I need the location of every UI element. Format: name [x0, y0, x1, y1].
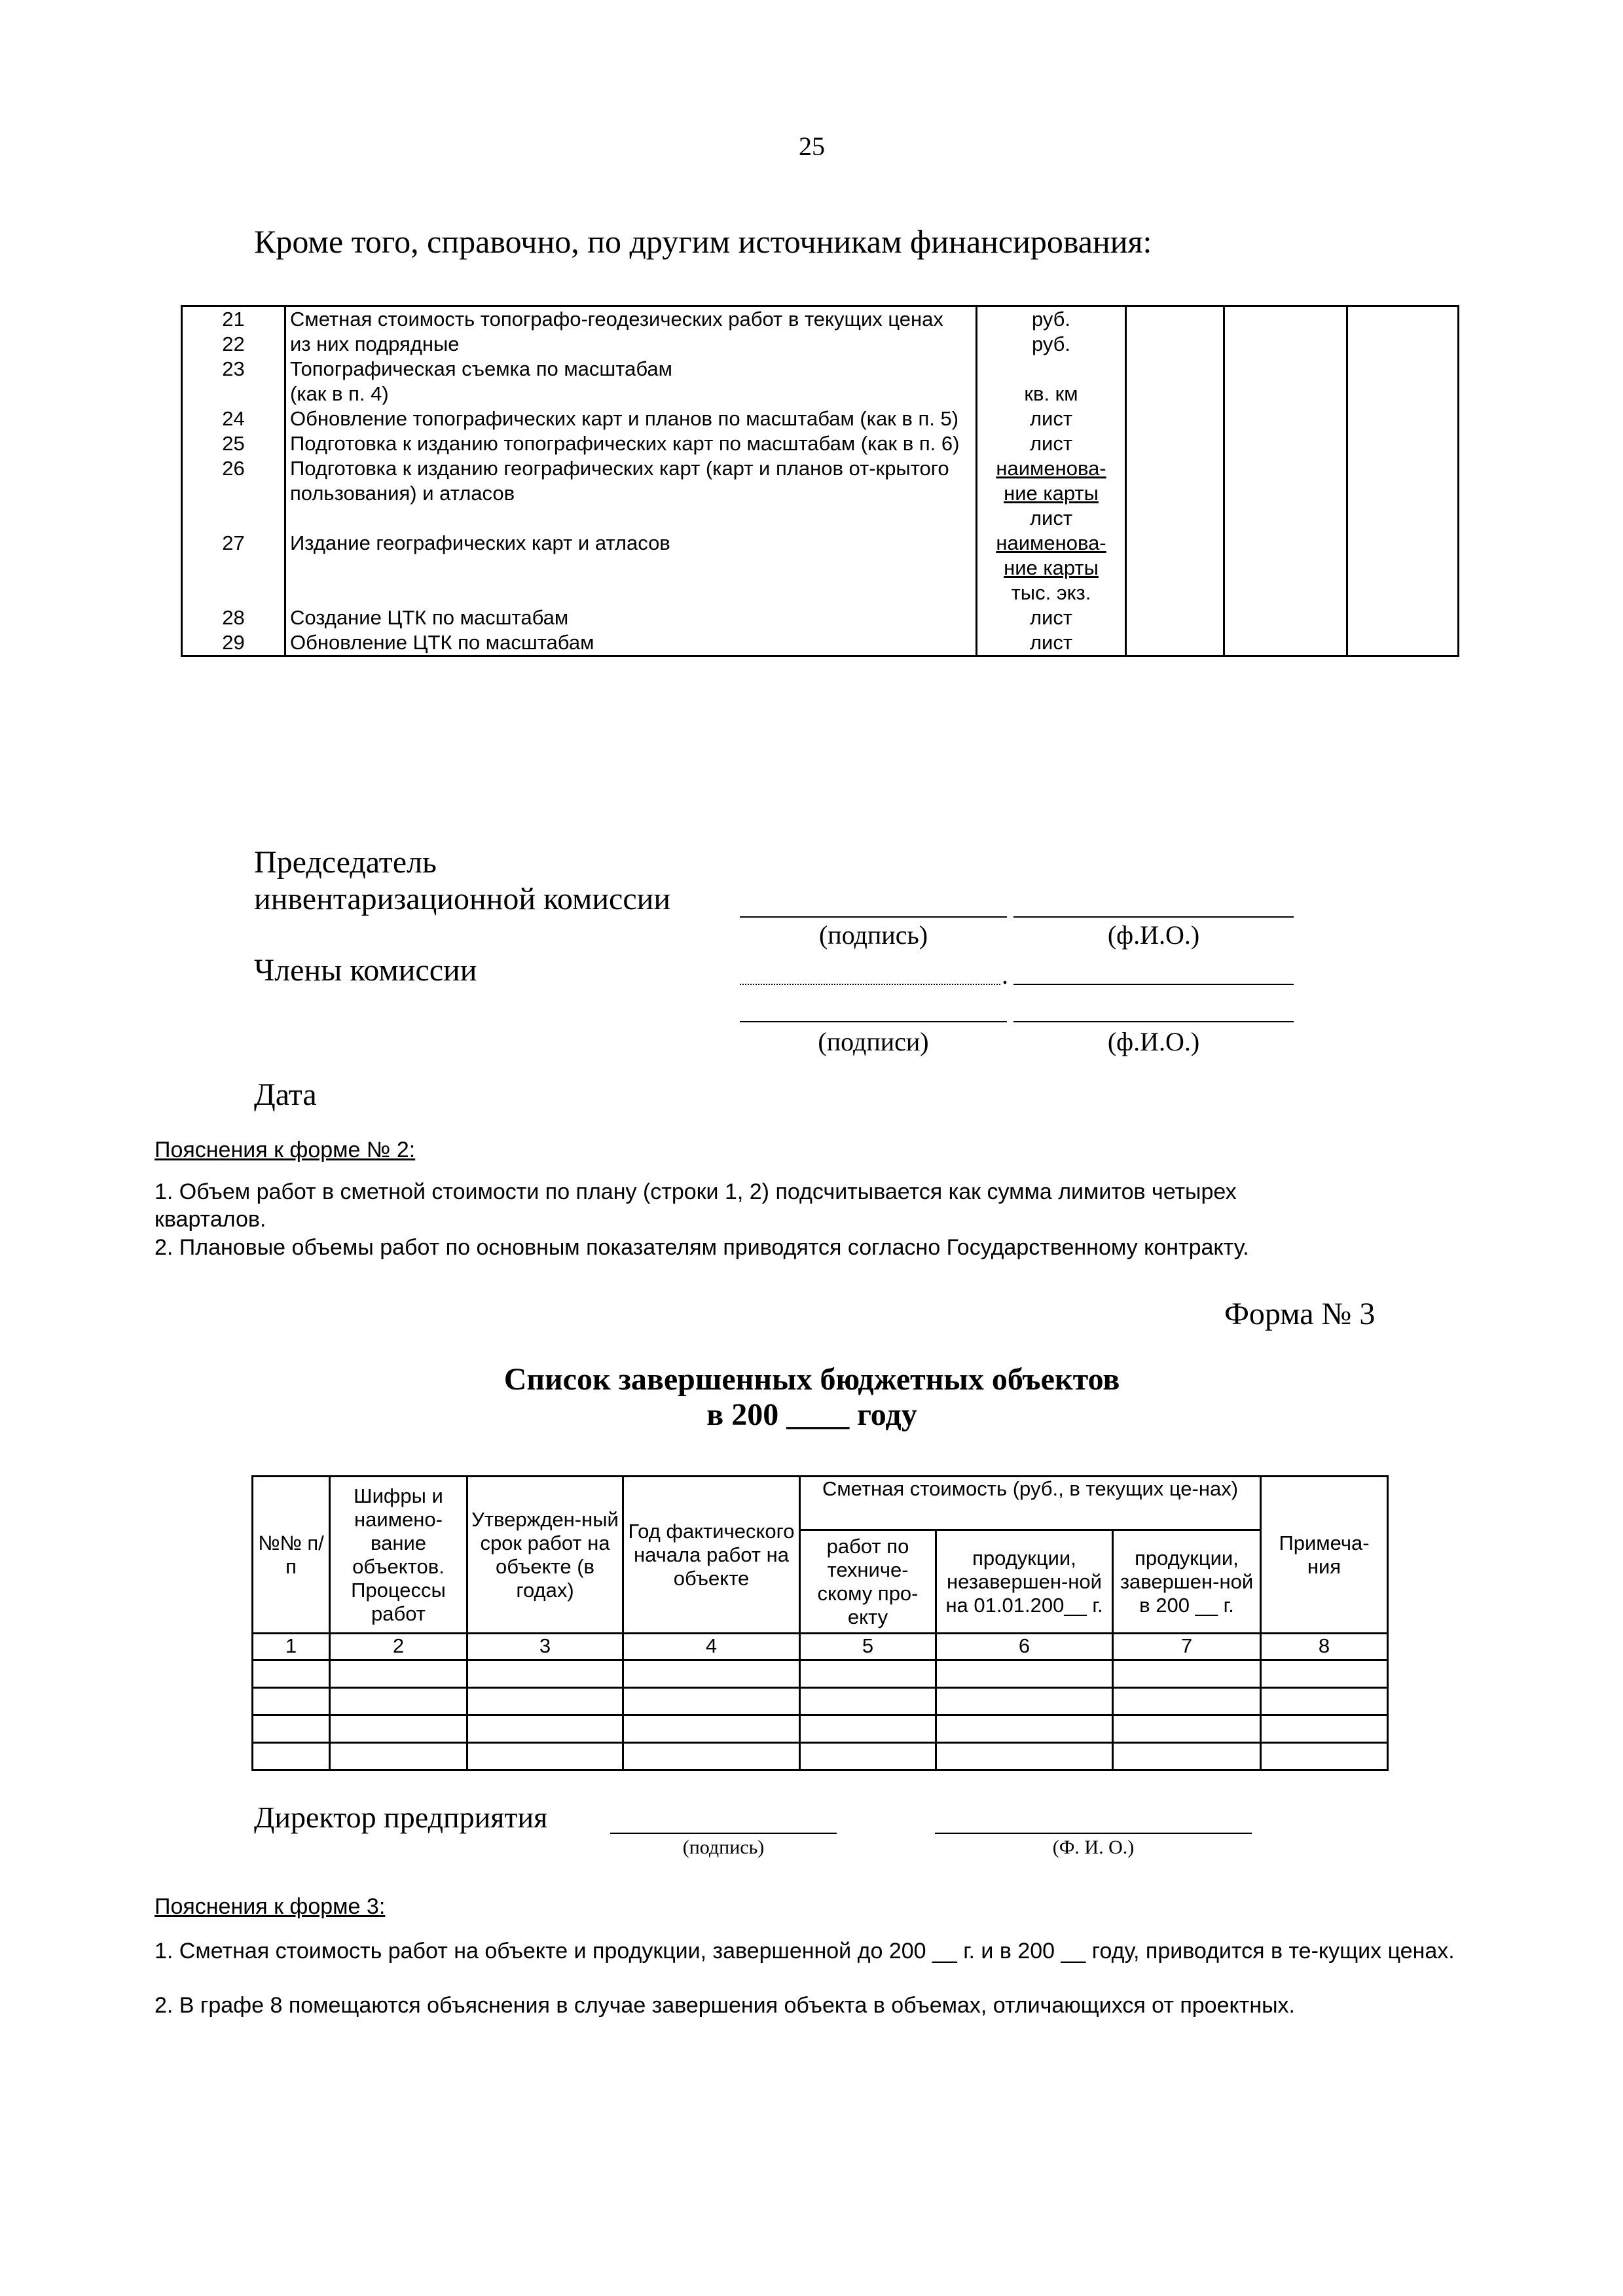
director-fio-line — [935, 1833, 1252, 1834]
row-unit: лист — [977, 605, 1126, 630]
notes2-title: Пояснения к форме № 2: — [155, 1138, 416, 1162]
members-fio-line — [1013, 984, 1294, 985]
row-value-cell — [1347, 431, 1459, 456]
chair-signature-caption: (подпись) — [818, 920, 928, 950]
row-value-cell — [1126, 431, 1224, 456]
row-unit: руб. — [977, 306, 1126, 332]
notes3-title: Пояснения к форме 3: — [155, 1894, 386, 1919]
row-value-cell — [1224, 382, 1347, 406]
table-row — [182, 581, 1459, 605]
members-signature-caption: (подписи) — [818, 1027, 929, 1056]
row-number: 25 — [182, 431, 285, 456]
column-numbers-row — [253, 1634, 1388, 1660]
row-value-cell — [1126, 630, 1224, 656]
row-value-cell — [1224, 431, 1347, 456]
row-value-cell — [1126, 306, 1224, 332]
column-number: 6 — [936, 1634, 1113, 1660]
members-dot: . — [1002, 960, 1008, 990]
row-number: 22 — [182, 332, 285, 357]
table-row — [182, 306, 1459, 332]
row-value-cell — [1224, 581, 1347, 605]
column-number: 2 — [330, 1634, 467, 1660]
row-number: 23 — [182, 357, 285, 382]
table-row — [253, 1688, 1388, 1715]
members-signature-line-2 — [740, 1021, 1007, 1022]
chair-label-line2: инвентаризационной комиссии — [254, 882, 671, 916]
header-codes: Шифры и наимено-вание объектов. Процессы работ — [330, 1477, 467, 1634]
row-value-cell — [1347, 506, 1459, 531]
row-number — [182, 382, 285, 406]
row-unit: лист — [977, 630, 1126, 656]
members-label: Члены комиссии — [254, 953, 477, 988]
row-value-cell — [1224, 456, 1347, 506]
row-value-cell — [1126, 456, 1224, 506]
form3-title-line2: в 200 ____ году — [706, 1397, 917, 1432]
header-start-year: Год фактического начала работ на объекте — [623, 1477, 800, 1634]
row-value-cell — [1126, 531, 1224, 581]
director-signature-line — [610, 1833, 837, 1834]
row-indicator: (как в п. 4) — [285, 382, 977, 406]
row-value-cell — [1347, 382, 1459, 406]
row-unit: наименова-ние карты — [977, 531, 1126, 581]
row-number — [182, 506, 285, 531]
row-indicator: Создание ЦТК по масштабам — [285, 605, 977, 630]
notes2-item-2: 2. Плановые объемы работ по основным показателям приводятся согласно Государственному контракту. — [155, 1235, 1249, 1260]
row-number: 27 — [182, 531, 285, 581]
row-indicator — [285, 581, 977, 605]
header-term: Утвержден-ный срок работ на объекте (в годах) — [467, 1477, 623, 1634]
row-value-cell — [1224, 332, 1347, 357]
table-row — [253, 1715, 1388, 1743]
table-row — [182, 456, 1459, 506]
row-unit: наименова-ние карты — [977, 456, 1126, 506]
row-value-cell — [1126, 406, 1224, 431]
notes3-item-2: 2. В графе 8 помещаются объяснения в случае завершения объекта в объемах, отличающихся от проектных. — [155, 1993, 1295, 2018]
table-row — [253, 1743, 1388, 1770]
row-indicator: из них подрядные — [285, 332, 977, 357]
members-fio-line-2 — [1013, 1021, 1294, 1022]
row-value-cell — [1224, 306, 1347, 332]
row-value-cell — [1347, 531, 1459, 581]
form3-title-line1: Список завершенных бюджетных объектов — [503, 1362, 1120, 1397]
row-unit — [977, 357, 1126, 382]
column-number: 4 — [623, 1634, 800, 1660]
row-value-cell — [1347, 332, 1459, 357]
row-indicator — [285, 506, 977, 531]
header-project-cost: работ по техниче-скому про-екту — [800, 1530, 936, 1634]
table-row — [182, 382, 1459, 406]
form3-label: Форма № 3 — [1224, 1297, 1376, 1331]
table-row — [182, 531, 1459, 581]
row-number: 26 — [182, 456, 285, 506]
header-unfinished: продукции, незавершен-ной на 01.01.200__ г. — [936, 1530, 1113, 1634]
row-value-cell — [1126, 605, 1224, 630]
row-unit: тыс. экз. — [977, 581, 1126, 605]
row-indicator: Подготовка к изданию географических карт (карт и планов от-крытого пользования) и атласов — [285, 456, 977, 506]
column-number: 8 — [1261, 1634, 1388, 1660]
chair-fio-caption: (ф.И.О.) — [1107, 920, 1200, 950]
row-value-cell — [1347, 581, 1459, 605]
director-signature-caption: (подпись) — [682, 1837, 765, 1858]
table-row — [182, 605, 1459, 630]
members-fio-caption: (ф.И.О.) — [1107, 1027, 1200, 1056]
row-unit: руб. — [977, 332, 1126, 357]
row-indicator: Обновление топографических карт и планов по масштабам (как в п. 5) — [285, 406, 977, 431]
table-row — [182, 630, 1459, 656]
row-value-cell — [1126, 357, 1224, 382]
row-value-cell — [1126, 332, 1224, 357]
row-value-cell — [1347, 406, 1459, 431]
row-unit: лист — [977, 506, 1126, 531]
column-number: 1 — [253, 1634, 330, 1660]
page-number: 25 — [799, 132, 825, 161]
row-value-cell — [1347, 605, 1459, 630]
director-fio-caption: (Ф. И. О.) — [1052, 1837, 1135, 1858]
row-unit: лист — [977, 406, 1126, 431]
row-number — [182, 581, 285, 605]
row-value-cell — [1126, 506, 1224, 531]
row-indicator: Подготовка к изданию топографических карт по масштабам (как в п. 6) — [285, 431, 977, 456]
row-value-cell — [1347, 630, 1459, 656]
row-number: 29 — [182, 630, 285, 656]
row-value-cell — [1224, 531, 1347, 581]
chair-fio-line — [1013, 916, 1294, 918]
row-number: 28 — [182, 605, 285, 630]
row-value-cell — [1224, 406, 1347, 431]
header-cost-group: Сметная стоимость (руб., в текущих це-нах) — [800, 1477, 1261, 1530]
row-value-cell — [1126, 382, 1224, 406]
intro-heading: Кроме того, справочно, по другим источникам финансирования: — [254, 223, 1152, 260]
row-unit: лист — [977, 431, 1126, 456]
row-value-cell — [1347, 456, 1459, 506]
date-label: Дата — [254, 1077, 317, 1112]
row-value-cell — [1224, 630, 1347, 656]
column-number: 5 — [800, 1634, 936, 1660]
row-value-cell — [1347, 306, 1459, 332]
row-value-cell — [1347, 357, 1459, 382]
table-row — [182, 431, 1459, 456]
table-row — [182, 406, 1459, 431]
row-indicator: Обновление ЦТК по масштабам — [285, 630, 977, 656]
table-row — [182, 506, 1459, 531]
row-value-cell — [1224, 605, 1347, 630]
row-number: 21 — [182, 306, 285, 332]
row-unit: кв. км — [977, 382, 1126, 406]
indicators-table — [181, 305, 1459, 657]
table-row — [182, 357, 1459, 382]
chair-label-line1: Председатель — [254, 845, 437, 880]
row-indicator: Издание географических карт и атласов — [285, 531, 977, 581]
column-number: 7 — [1113, 1634, 1261, 1660]
header-notes: Примеча-ния — [1261, 1477, 1388, 1634]
director-label: Директор предприятия — [254, 1801, 548, 1834]
row-value-cell — [1224, 357, 1347, 382]
header-finished: продукции, завершен-ной в 200 __ г. — [1113, 1530, 1261, 1634]
row-value-cell — [1126, 581, 1224, 605]
row-number: 24 — [182, 406, 285, 431]
header-num: №№ п/п — [253, 1477, 330, 1634]
row-indicator: Топографическая съемка по масштабам — [285, 357, 977, 382]
members-signature-line — [740, 984, 1000, 985]
table-row — [182, 332, 1459, 357]
table-row — [253, 1660, 1388, 1688]
column-number: 3 — [467, 1634, 623, 1660]
completed-objects-table — [251, 1475, 1389, 1771]
row-indicator: Сметная стоимость топографо-геодезических работ в текущих ценах — [285, 306, 977, 332]
notes2-item-1: 1. Объем работ в сметной стоимости по плану (строки 1, 2) подсчитывается как сумма лимитов четырех кварталов. — [155, 1179, 1237, 1232]
notes3-item-1: 1. Сметная стоимость работ на объекте и продукции, завершенной до 200 __ г. и в 200 __ году, приводится в те-кущих ценах. — [155, 1939, 1455, 1964]
chair-signature-line — [740, 916, 1007, 918]
row-value-cell — [1224, 506, 1347, 531]
